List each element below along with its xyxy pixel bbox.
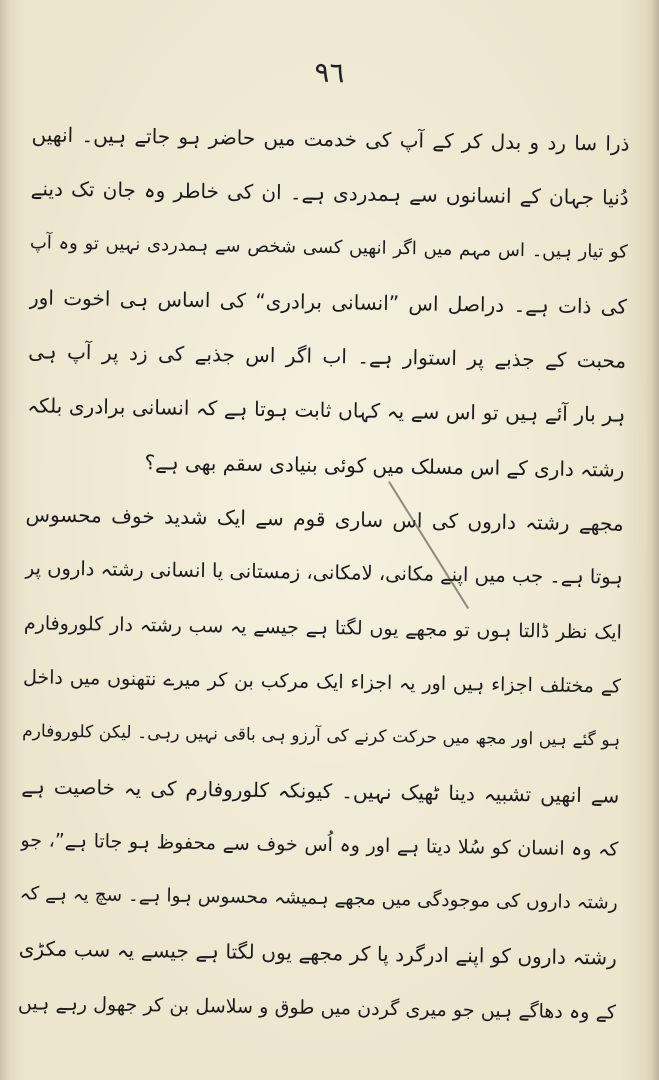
text-line: کو تیار ہیں۔ اس مہم میں اگر انھیں کسی شخص سے ہمدردی نہیں تو وہ آپ xyxy=(29,231,629,263)
text-line: ایک نظر ڈالتا ہوں تو مجھے یوں لگتا ہے جیسے یہ سب رشتہ دار کلوروفارم xyxy=(23,611,623,644)
text-line: ہر بار آئے ہیں تو اس سے یہ کہاں ثابت ہوتا ہے کہ انسانی برادری بلکہ xyxy=(27,393,626,428)
page-edge-shadow xyxy=(651,0,659,1080)
text-line: مجھے رشتہ داروں کی اس ساری قوم سے ایک شدید خوف محسوس xyxy=(25,502,624,536)
urdu-text-block xyxy=(18,107,630,1039)
text-line: رشتہ داروں کو اپنے ادرگرد پا کر مجھے یوں لگتا ہے جیسے یہ سب مکڑی xyxy=(18,936,617,971)
text-line: کہ وہ انسان کو سُلا دیتا ہے اور وہ اُس خوف سے محفوظ ہو جاتا ہے”، جو xyxy=(20,829,619,861)
text-line: کے مختلف اجزاء ہیں اور یہ اجزاء ایک مرکب بن کر میرے نتھنوں میں داخل xyxy=(22,666,622,698)
text-line: کی ذات ہے۔ دراصل اس ”انسانی برادری“ کی اساس ہی اخوت اور xyxy=(28,285,628,319)
text-line: محبت کے جذبے پر استوار ہے۔ اب اگر اس جذبے کی زد پر آپ ہی xyxy=(28,339,627,373)
text-line: ہوتا ہے۔ جب میں اپنے مکانی، لامکانی، زمستانی یا انسانی رشتہ داروں پر xyxy=(24,556,623,590)
text-line: دُنیا جہان کے انسانوں سے ہمدردی ہے۔ ان کی خاطر وہ جان تک دینے xyxy=(30,176,629,210)
text-line: کے وہ دھاگے ہیں جو میری گردن میں طوق و سلاسل بن کر جھول رہے ہیں xyxy=(17,991,617,1024)
text-line: رشتہ داروں کی موجودگی میں مجھے ہمیشہ محسوس ہوا ہے۔ سچ یہ ہے کہ xyxy=(19,883,618,914)
text-line: ذرا سا رد و بدل کر کے آپ کی خدمت میں حاضر ہو جاتے ہیں۔ انھیں xyxy=(31,122,630,156)
text-line: ہو گئے ہیں اور مجھ میں حرکت کرنے کی آرزو ہی باقی نہیں رہی۔ لیکن کلوروفارم xyxy=(22,721,621,751)
paragraph-end-line: رشتہ داری کے اس مسلک میں کوئی بنیادی سقم بھی ہے؟ xyxy=(144,449,625,482)
page-number: ٩٦ xyxy=(314,55,345,90)
text-line: سے انھیں تشبیہ دینا ٹھیک نہیں۔ کیونکہ کلوروفارم کی یہ خاصیت ہے xyxy=(21,773,620,808)
